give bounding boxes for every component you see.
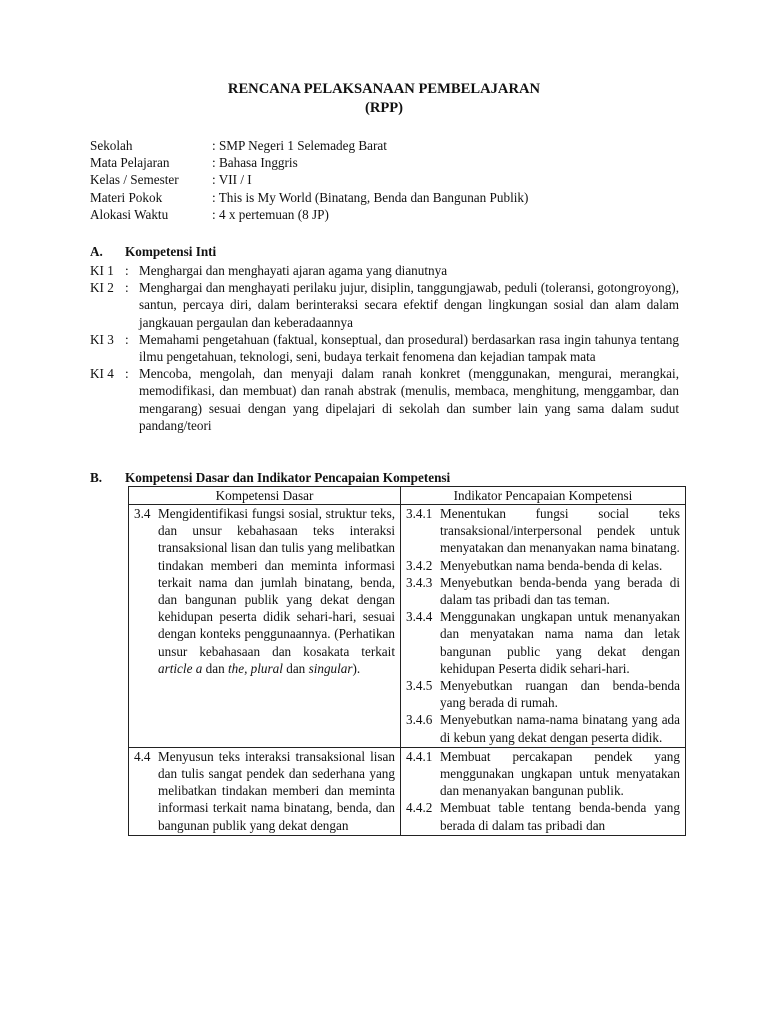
indicator-number: 3.4.5 [406, 678, 433, 694]
indicator-text: Membuat table tentang benda-benda yang berada di dalam tas pribadi dan [440, 800, 680, 833]
identity-label: Mata Pelajaran [90, 155, 170, 171]
indicator-text: Menyebutkan benda-benda yang berada di dalam tas pribadi dan tas teman. [440, 574, 680, 608]
ki-text: Menghargai dan menghayati ajaran agama yang dianutnya [139, 263, 448, 278]
indicator-item [406, 677, 680, 711]
indicator-number: 4.4.2 [406, 800, 433, 816]
table-header-row [129, 487, 686, 505]
ki-item [90, 331, 679, 365]
kd-italic-term: the, plural [227, 660, 283, 676]
identity-table [90, 137, 528, 223]
identity-row [90, 137, 528, 154]
ki-text: Mencoba, mengolah, dan menyaji dalam ranah konkret (menggunakan, mengurai, merangkai, memodifikasi, dan membuat) dan ranah abstrak (menulis, membaca, menghitung, menggambar, dan mengarang) sesuai dengan yang dipelajari di sekolah dan sumber lain yang sama dalam sudut pandang/teori [139, 366, 679, 433]
indicator-item [406, 557, 680, 574]
ki-code: KI 4 [90, 366, 114, 382]
section-a-heading [90, 243, 216, 260]
indicator-item [406, 748, 680, 800]
ki-colon: : [125, 280, 129, 296]
kd-italic-term: singular [308, 660, 353, 676]
kd-cell [129, 747, 401, 835]
ki-item [90, 365, 679, 434]
kompetensi-inti-list [90, 262, 679, 434]
kd-item [134, 505, 395, 677]
indicator-number: 4.4.1 [406, 748, 433, 764]
kd-text-part: dan [282, 660, 309, 676]
ki-code: KI 1 [90, 263, 114, 278]
ki-colon: : [125, 263, 129, 278]
indicator-number: 3.4.2 [406, 557, 433, 573]
indicator-text: Membuat percakapan pendek yang menggunakan ungkapan untuk menyatakan dan menanyakan bangunan publik. [440, 748, 680, 799]
indicator-text: Menggunakan ungkapan untuk menanyakan dan menyatakan nama nama dan letak bangunan public yang dekat dengan kehidupan Peserta didik sehari-hari. [440, 609, 680, 676]
indicator-item [406, 799, 680, 833]
indicator-number: 3.4.1 [406, 506, 433, 521]
kd-text-part: ). [352, 660, 361, 676]
identity-row [90, 154, 528, 171]
kd-item [134, 748, 395, 834]
identity-value: : 4 x pertemuan (8 JP) [212, 206, 329, 222]
indicator-number: 3.4.4 [406, 609, 433, 625]
title-line-1: RENCANA PELAKSANAAN PEMBELAJARAN [227, 81, 541, 97]
identity-row [90, 189, 528, 206]
indicator-number: 3.4.3 [406, 574, 433, 590]
indicator-item [406, 711, 680, 745]
identity-value: : VII / I [212, 172, 252, 188]
indicator-text: Menyebutkan nama-nama binatang yang ada di kebun yang dekat dengan peserta didik. [440, 712, 680, 745]
ki-text: Menghargai dan menghayati perilaku jujur, disiplin, tanggungjawab, peduli (toleransi, gotongroyong), santun, percaya diri, dalam berinteraksi secara efektif dengan lingkungan sosial dan alam dalam jangkauan pergaulan dan keberadaannya [139, 280, 679, 330]
ki-colon: : [125, 331, 129, 347]
ki-text: Memahami pengetahuan (faktual, konseptual, dan prosedural) berdasarkan rasa ingin tahunya tentang ilmu pengetahuan, teknologi, seni, budaya terkait fenomena dan kejadian tampak mata [139, 331, 679, 365]
section-b-title: Kompetensi Dasar dan Indikator Pencapaian Kompetensi [125, 470, 451, 485]
kd-number: 3.4 [134, 506, 151, 521]
kd-text [158, 505, 395, 677]
kd-italic-term: article a [158, 660, 203, 676]
column-header-indicator: Indikator Pencapaian Kompetensi [401, 487, 686, 505]
table-row [129, 505, 686, 748]
kd-text-part: dan [202, 660, 228, 676]
kd-text: Menyusun teks interaksi transaksional lisan dan tulis sangat pendek dan sederhana yang melibatkan tindakan memberi dan meminta informasi terkait nama binatang, benda, dan bangunan publik yang dekat dengan [158, 748, 395, 833]
indicator-number: 3.4.6 [406, 712, 433, 728]
section-a-letter: A. [90, 244, 103, 259]
document-title [0, 80, 768, 118]
indicator-item [406, 505, 680, 557]
title-line-2: (RPP) [364, 100, 404, 116]
ki-colon: : [125, 366, 129, 382]
identity-label: Kelas / Semester [90, 172, 179, 188]
section-a-title: Kompetensi Inti [125, 244, 217, 259]
identity-label: Sekolah [90, 138, 133, 153]
indicator-cell [401, 747, 686, 835]
kd-number: 4.4 [134, 748, 151, 764]
identity-row [90, 206, 528, 223]
kd-text-part: Mengidentifikasi fungsi sosial, struktur teks, dan unsur kebahasaan teks interaksi transaksional lisan dan tulis yang melibatkan tindakan memberi dan meminta informasi terkait nama dan jumlah binatang, benda, dan bangunan publik yang dekat dengan kehidupan peserta didik sehari-hari, sesuai dengan konteks penggunaannya. (Perhatikan unsur kebahasaan dan kosakata terkait [158, 506, 395, 659]
section-b-letter: B. [90, 470, 103, 485]
indicator-item [406, 608, 680, 677]
indicator-text: Menentukan fungsi social teks transaksional/interpersonal pendek untuk menyatakan dan menanyakan nama binatang. [440, 506, 680, 556]
identity-value: : This is My World (Binatang, Benda dan Bangunan Publik) [212, 189, 529, 205]
identity-label: Alokasi Waktu [90, 206, 169, 222]
kd-indicator-table [128, 486, 686, 836]
indicator-item [406, 574, 680, 608]
column-header-kd: Kompetensi Dasar [129, 487, 401, 505]
identity-label: Materi Pokok [90, 189, 163, 205]
ki-code: KI 3 [90, 331, 114, 347]
identity-value: : Bahasa Inggris [212, 155, 298, 171]
ki-item [90, 279, 679, 331]
ki-item [90, 262, 679, 279]
section-b-heading [90, 469, 450, 486]
kd-cell [129, 505, 401, 748]
indicator-text: Menyebutkan ruangan dan benda-benda yang berada di rumah. [440, 678, 680, 711]
ki-code: KI 2 [90, 280, 114, 296]
identity-value: : SMP Negeri 1 Selemadeg Barat [212, 138, 387, 153]
indicator-text: Menyebutkan nama benda-benda di kelas. [440, 557, 663, 573]
identity-row [90, 171, 528, 188]
table-row [129, 747, 686, 835]
indicator-cell [401, 505, 686, 748]
